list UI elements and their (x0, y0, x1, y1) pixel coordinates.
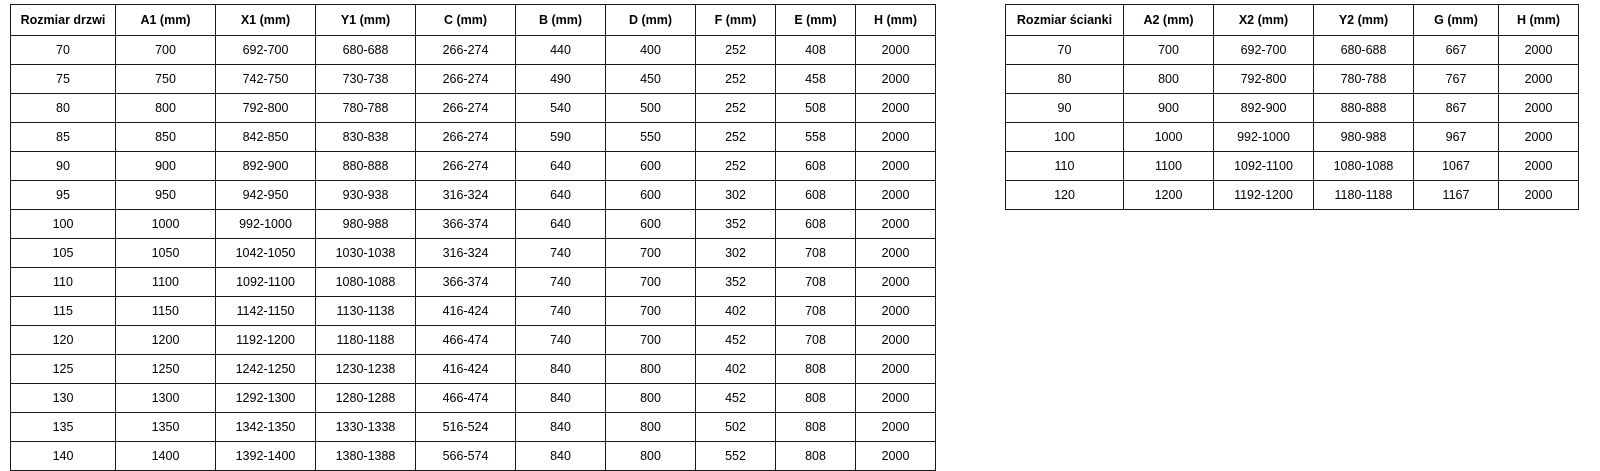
table-cell: 692-700 (216, 36, 316, 65)
table-cell: 1150 (116, 297, 216, 326)
table-cell: 1180-1188 (316, 326, 416, 355)
table-cell: 808 (776, 413, 856, 442)
table-cell: 400 (606, 36, 696, 65)
table-cell: 316-324 (416, 239, 516, 268)
table-cell: 1030-1038 (316, 239, 416, 268)
table-cell: 1080-1088 (1314, 152, 1414, 181)
table-cell: 558 (776, 123, 856, 152)
table-cell: 842-850 (216, 123, 316, 152)
table-cell: 792-800 (216, 94, 316, 123)
table-cell: 252 (696, 152, 776, 181)
table-cell: 2000 (1499, 36, 1579, 65)
table-cell: 252 (696, 65, 776, 94)
table-cell: 967 (1414, 123, 1499, 152)
table-cell: 366-374 (416, 268, 516, 297)
table-cell: 1280-1288 (316, 384, 416, 413)
wall-table-column-header: A2 (mm) (1124, 5, 1214, 36)
table-cell: 808 (776, 355, 856, 384)
table-cell: 800 (606, 442, 696, 471)
table-cell: 125 (11, 355, 116, 384)
table-row (1006, 65, 1579, 94)
table-cell: 700 (606, 239, 696, 268)
table-cell: 266-274 (416, 152, 516, 181)
table-cell: 840 (516, 413, 606, 442)
table-cell: 667 (1414, 36, 1499, 65)
table-cell: 352 (696, 210, 776, 239)
table-cell: 566-574 (416, 442, 516, 471)
table-cell: 266-274 (416, 65, 516, 94)
table-cell: 608 (776, 152, 856, 181)
table-cell: 1000 (1124, 123, 1214, 152)
table-row (11, 36, 936, 65)
table-cell: 1042-1050 (216, 239, 316, 268)
table-cell: 640 (516, 210, 606, 239)
table-cell: 840 (516, 355, 606, 384)
door-table-column-header: C (mm) (416, 5, 516, 36)
table-cell: 740 (516, 239, 606, 268)
table-cell: 1000 (116, 210, 216, 239)
table-cell: 942-950 (216, 181, 316, 210)
wall-table-column-header: Rozmiar ścianki (1006, 5, 1124, 36)
table-cell: 740 (516, 297, 606, 326)
table-cell: 740 (516, 268, 606, 297)
table-row (11, 123, 936, 152)
table-row (1006, 152, 1579, 181)
table-cell: 700 (606, 268, 696, 297)
table-cell: 880-888 (316, 152, 416, 181)
table-cell: 2000 (856, 65, 936, 94)
table-cell: 800 (606, 355, 696, 384)
table-cell: 2000 (856, 355, 936, 384)
table-cell: 252 (696, 36, 776, 65)
wall-table-column-header: X2 (mm) (1214, 5, 1314, 36)
table-cell: 930-938 (316, 181, 416, 210)
table-cell: 2000 (856, 413, 936, 442)
table-row (11, 384, 936, 413)
table-cell: 780-788 (316, 94, 416, 123)
table-cell: 608 (776, 181, 856, 210)
table-cell: 115 (11, 297, 116, 326)
table-cell: 608 (776, 210, 856, 239)
table-cell: 992-1000 (1214, 123, 1314, 152)
table-cell: 502 (696, 413, 776, 442)
table-row (11, 442, 936, 471)
wall-size-table (1005, 4, 1579, 210)
table-cell: 452 (696, 384, 776, 413)
table-cell: 1242-1250 (216, 355, 316, 384)
table-cell: 950 (116, 181, 216, 210)
door-table-column-header: Y1 (mm) (316, 5, 416, 36)
table-cell: 800 (116, 94, 216, 123)
table-cell: 90 (11, 152, 116, 181)
table-cell: 252 (696, 94, 776, 123)
table-cell: 840 (516, 384, 606, 413)
table-cell: 110 (1006, 152, 1124, 181)
table-cell: 808 (776, 442, 856, 471)
table-cell: 767 (1414, 65, 1499, 94)
table-cell: 708 (776, 297, 856, 326)
table-cell: 550 (606, 123, 696, 152)
table-cell: 1130-1138 (316, 297, 416, 326)
table-cell: 1250 (116, 355, 216, 384)
table-cell: 135 (11, 413, 116, 442)
table-cell: 110 (11, 268, 116, 297)
table-cell: 980-988 (1314, 123, 1414, 152)
table-cell: 70 (1006, 36, 1124, 65)
table-header-row (1006, 5, 1579, 36)
table-cell: 316-324 (416, 181, 516, 210)
table-cell: 540 (516, 94, 606, 123)
table-cell: 416-424 (416, 297, 516, 326)
table-cell: 708 (776, 268, 856, 297)
table-cell: 450 (606, 65, 696, 94)
table-cell: 800 (606, 413, 696, 442)
door-table-column-header: E (mm) (776, 5, 856, 36)
table-cell: 402 (696, 355, 776, 384)
table-cell: 1200 (1124, 181, 1214, 210)
table-cell: 680-688 (1314, 36, 1414, 65)
table-cell: 95 (11, 181, 116, 210)
table-cell: 2000 (856, 239, 936, 268)
table-cell: 900 (116, 152, 216, 181)
table-cell: 892-900 (1214, 94, 1314, 123)
table-cell: 2000 (856, 123, 936, 152)
table-row (1006, 36, 1579, 65)
table-cell: 880-888 (1314, 94, 1414, 123)
table-cell: 1100 (1124, 152, 1214, 181)
door-table-column-header: Rozmiar drzwi (11, 5, 116, 36)
wall-table-column-header: G (mm) (1414, 5, 1499, 36)
table-cell: 552 (696, 442, 776, 471)
table-cell: 105 (11, 239, 116, 268)
table-cell: 466-474 (416, 384, 516, 413)
table-cell: 808 (776, 384, 856, 413)
table-cell: 1050 (116, 239, 216, 268)
table-cell: 600 (606, 210, 696, 239)
door-size-table (10, 4, 936, 471)
table-cell: 252 (696, 123, 776, 152)
table-cell: 2000 (1499, 152, 1579, 181)
table-cell: 692-700 (1214, 36, 1314, 65)
door-table-column-header: A1 (mm) (116, 5, 216, 36)
table-row (11, 65, 936, 94)
table-row (11, 239, 936, 268)
table-cell: 80 (1006, 65, 1124, 94)
table-cell: 1142-1150 (216, 297, 316, 326)
table-cell: 75 (11, 65, 116, 94)
table-cell: 130 (11, 384, 116, 413)
table-cell: 120 (1006, 181, 1124, 210)
table-cell: 730-738 (316, 65, 416, 94)
table-cell: 440 (516, 36, 606, 65)
table-cell: 590 (516, 123, 606, 152)
table-cell: 1192-1200 (1214, 181, 1314, 210)
table-row (1006, 123, 1579, 152)
table-cell: 500 (606, 94, 696, 123)
table-row (11, 297, 936, 326)
table-cell: 302 (696, 239, 776, 268)
table-cell: 1180-1188 (1314, 181, 1414, 210)
table-cell: 302 (696, 181, 776, 210)
table-cell: 1350 (116, 413, 216, 442)
table-cell: 1330-1338 (316, 413, 416, 442)
wall-size-table-container (1005, 4, 1579, 210)
table-cell: 70 (11, 36, 116, 65)
table-cell: 140 (11, 442, 116, 471)
table-cell: 700 (606, 326, 696, 355)
table-row (11, 268, 936, 297)
table-cell: 1400 (116, 442, 216, 471)
table-cell: 840 (516, 442, 606, 471)
table-cell: 1092-1100 (1214, 152, 1314, 181)
table-cell: 700 (1124, 36, 1214, 65)
table-cell: 1067 (1414, 152, 1499, 181)
table-cell: 2000 (1499, 181, 1579, 210)
table-cell: 1092-1100 (216, 268, 316, 297)
door-table-column-header: H (mm) (856, 5, 936, 36)
table-cell: 490 (516, 65, 606, 94)
wall-table-body (1006, 36, 1579, 210)
table-cell: 867 (1414, 94, 1499, 123)
table-cell: 266-274 (416, 94, 516, 123)
table-cell: 700 (116, 36, 216, 65)
table-row (11, 94, 936, 123)
table-cell: 900 (1124, 94, 1214, 123)
table-row (11, 210, 936, 239)
table-cell: 90 (1006, 94, 1124, 123)
door-table-header (11, 5, 936, 36)
table-cell: 2000 (856, 297, 936, 326)
table-cell: 680-688 (316, 36, 416, 65)
table-cell: 992-1000 (216, 210, 316, 239)
table-cell: 458 (776, 65, 856, 94)
table-cell: 1342-1350 (216, 413, 316, 442)
table-cell: 2000 (856, 326, 936, 355)
table-cell: 266-274 (416, 123, 516, 152)
table-cell: 742-750 (216, 65, 316, 94)
table-row (11, 152, 936, 181)
table-cell: 600 (606, 152, 696, 181)
table-cell: 80 (11, 94, 116, 123)
table-cell: 640 (516, 152, 606, 181)
table-cell: 750 (116, 65, 216, 94)
door-table-column-header: B (mm) (516, 5, 606, 36)
table-cell: 600 (606, 181, 696, 210)
table-row (1006, 94, 1579, 123)
table-cell: 2000 (856, 268, 936, 297)
table-cell: 1100 (116, 268, 216, 297)
table-cell: 85 (11, 123, 116, 152)
table-cell: 892-900 (216, 152, 316, 181)
table-header-row (11, 5, 936, 36)
table-cell: 800 (606, 384, 696, 413)
table-cell: 1292-1300 (216, 384, 316, 413)
table-cell: 830-838 (316, 123, 416, 152)
table-cell: 508 (776, 94, 856, 123)
table-cell: 2000 (856, 181, 936, 210)
table-cell: 452 (696, 326, 776, 355)
table-cell: 120 (11, 326, 116, 355)
table-row (11, 181, 936, 210)
table-cell: 2000 (856, 94, 936, 123)
table-row (1006, 181, 1579, 210)
door-table-body (11, 36, 936, 471)
table-cell: 740 (516, 326, 606, 355)
table-cell: 700 (606, 297, 696, 326)
table-cell: 516-524 (416, 413, 516, 442)
table-cell: 1200 (116, 326, 216, 355)
table-cell: 980-988 (316, 210, 416, 239)
table-cell: 1192-1200 (216, 326, 316, 355)
table-cell: 352 (696, 268, 776, 297)
door-table-column-header: X1 (mm) (216, 5, 316, 36)
table-cell: 1392-1400 (216, 442, 316, 471)
table-row (11, 355, 936, 384)
table-cell: 2000 (1499, 65, 1579, 94)
wall-table-header (1006, 5, 1579, 36)
table-cell: 1167 (1414, 181, 1499, 210)
table-cell: 2000 (856, 152, 936, 181)
table-cell: 1300 (116, 384, 216, 413)
table-row (11, 326, 936, 355)
table-cell: 780-788 (1314, 65, 1414, 94)
table-row (11, 413, 936, 442)
door-table-column-header: D (mm) (606, 5, 696, 36)
table-cell: 416-424 (416, 355, 516, 384)
table-cell: 100 (1006, 123, 1124, 152)
table-cell: 466-474 (416, 326, 516, 355)
door-size-table-container (10, 4, 936, 471)
table-cell: 708 (776, 326, 856, 355)
wall-table-column-header: Y2 (mm) (1314, 5, 1414, 36)
table-cell: 266-274 (416, 36, 516, 65)
table-cell: 366-374 (416, 210, 516, 239)
table-cell: 708 (776, 239, 856, 268)
table-cell: 402 (696, 297, 776, 326)
table-cell: 800 (1124, 65, 1214, 94)
door-table-column-header: F (mm) (696, 5, 776, 36)
wall-table-column-header: H (mm) (1499, 5, 1579, 36)
table-cell: 2000 (1499, 94, 1579, 123)
table-cell: 640 (516, 181, 606, 210)
table-cell: 2000 (856, 442, 936, 471)
table-cell: 2000 (856, 36, 936, 65)
table-cell: 1230-1238 (316, 355, 416, 384)
table-cell: 2000 (1499, 123, 1579, 152)
table-cell: 100 (11, 210, 116, 239)
table-cell: 792-800 (1214, 65, 1314, 94)
table-cell: 850 (116, 123, 216, 152)
table-cell: 2000 (856, 384, 936, 413)
table-cell: 1380-1388 (316, 442, 416, 471)
table-cell: 2000 (856, 210, 936, 239)
table-cell: 408 (776, 36, 856, 65)
table-cell: 1080-1088 (316, 268, 416, 297)
